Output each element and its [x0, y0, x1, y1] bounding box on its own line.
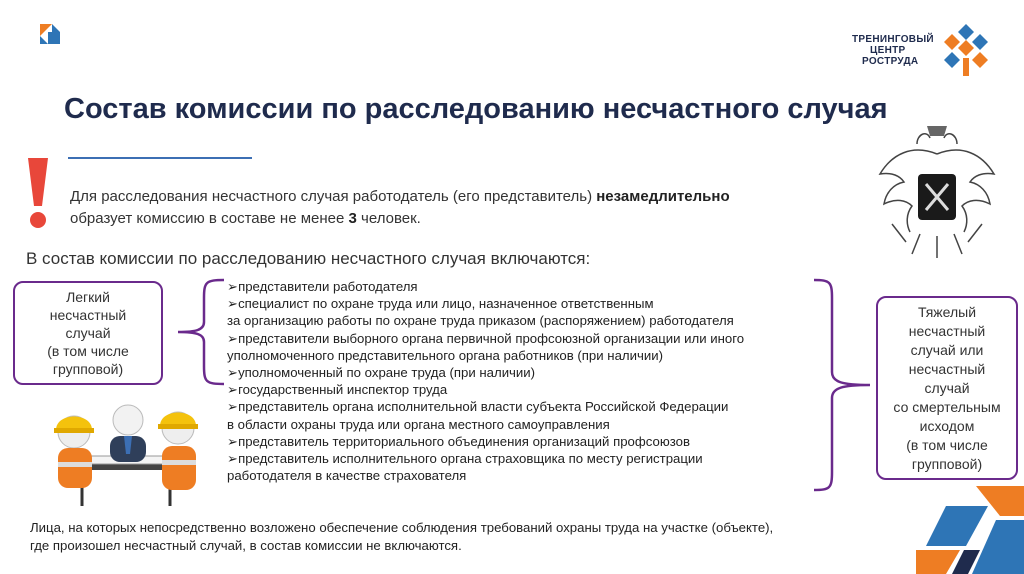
- list-item-text: государственный инспектор труда: [238, 382, 448, 398]
- bullet-mark: ➢: [227, 279, 239, 294]
- left-brace: [176, 278, 226, 386]
- left-box-line: (в том числе: [47, 343, 129, 359]
- corner-logo-icon: [40, 24, 60, 44]
- list-item: [227, 278, 827, 295]
- right-box-line: Тяжелый: [917, 303, 977, 320]
- list-item: [227, 381, 827, 398]
- list-item: [227, 364, 827, 381]
- list-item-text-cont: работодателя в качестве страхователя: [227, 468, 467, 484]
- right-box-line: со смертельным: [893, 398, 1001, 415]
- list-item: [227, 450, 827, 484]
- bullet-mark: ➢: [227, 399, 239, 415]
- list-item-text: представитель территориального объединения организаций профсоюзов: [238, 433, 690, 449]
- right-box-line: исходом: [919, 417, 975, 434]
- right-box-line: случай или: [910, 341, 984, 358]
- intro-paragraph: [70, 186, 850, 230]
- left-box-line: Легкий: [66, 289, 110, 305]
- intro-text-2: образует комиссию в составе не менее: [70, 210, 349, 227]
- bullet-mark: ➢: [227, 382, 239, 398]
- list-item-text: представители выборного органа первичной профсоюзной организации или иного: [238, 330, 745, 346]
- workers-illustration-icon: [46, 398, 206, 510]
- intro-text-3: человек.: [356, 210, 421, 227]
- bullet-mark: ➢: [227, 451, 239, 467]
- intro-bold-1: незамедлительно: [596, 188, 730, 205]
- list-item-text: уполномоченный по охране труда (при наличии): [238, 365, 536, 381]
- bullet-mark: ➢: [227, 433, 239, 449]
- bullet-mark: ➢: [227, 330, 239, 346]
- list-item: [227, 330, 827, 364]
- corner-pattern-icon: [916, 486, 1024, 574]
- coat-of-arms-icon: [872, 124, 1002, 264]
- section-subheading: В состав комиссии по расследованию несчастного случая включаются:: [26, 249, 591, 268]
- logo-line-1: ТРЕНИНГОВЫЙ: [852, 34, 934, 45]
- logo-line-3: РОСТРУДА: [862, 56, 919, 67]
- commission-members-list: [227, 278, 827, 484]
- light-accident-box: [13, 281, 163, 385]
- right-box-line: несчастный: [908, 360, 986, 377]
- bullet-mark: ➢: [227, 296, 239, 312]
- left-box-line: случай: [65, 325, 111, 341]
- list-item-text: специалист по охране труда или лицо, назначенное ответственным: [238, 296, 654, 312]
- exclusion-note: [30, 519, 890, 555]
- list-item-text-cont: уполномоченного представительного органа работников (при наличии): [227, 347, 663, 363]
- exclusion-note-line-2: где произошел несчастный случай, в состав комиссии не включаются.: [30, 538, 462, 553]
- logo-line-2: ЦЕНТР: [870, 45, 906, 56]
- severe-accident-box: [876, 296, 1018, 480]
- rostrud-logo-icon: [944, 24, 988, 76]
- list-item: [227, 398, 827, 432]
- list-item-text-cont: за организацию работы по охране труда приказом (распоряжением) работодателя: [227, 313, 734, 329]
- list-item-text: представитель исполнительного органа страховщика по месту регистрации: [238, 451, 703, 467]
- list-item: [227, 295, 827, 329]
- list-item-text-cont: в области охраны труда или органа местного самоуправления: [227, 416, 610, 432]
- exclusion-note-line-1: Лица, на которых непосредственно возложено обеспечение соблюдения требований охраны труда на участке (объекте),: [30, 520, 774, 535]
- exclamation-icon: [24, 158, 52, 230]
- title-underline: [68, 157, 252, 159]
- page-title: Состав комиссии по расследованию несчастного случая: [64, 93, 888, 125]
- list-item: [227, 433, 827, 450]
- left-box-line: несчастный: [49, 307, 127, 323]
- list-item-text: представители работодателя: [238, 279, 418, 294]
- right-box-line: (в том числе: [906, 436, 988, 453]
- right-box-line: несчастный: [908, 322, 986, 339]
- intro-text-1: Для расследования несчастного случая работодатель (его представитель): [70, 188, 597, 205]
- list-item-text: представитель органа исполнительной власти субъекта Российской Федерации: [238, 399, 729, 415]
- right-box-line: групповой): [911, 455, 983, 472]
- left-box-line: групповой): [52, 361, 124, 377]
- bullet-mark: ➢: [227, 365, 239, 381]
- rostrud-logo-text: [852, 34, 936, 67]
- right-box-line: случай: [924, 379, 970, 396]
- intro-bold-2: 3: [348, 210, 357, 227]
